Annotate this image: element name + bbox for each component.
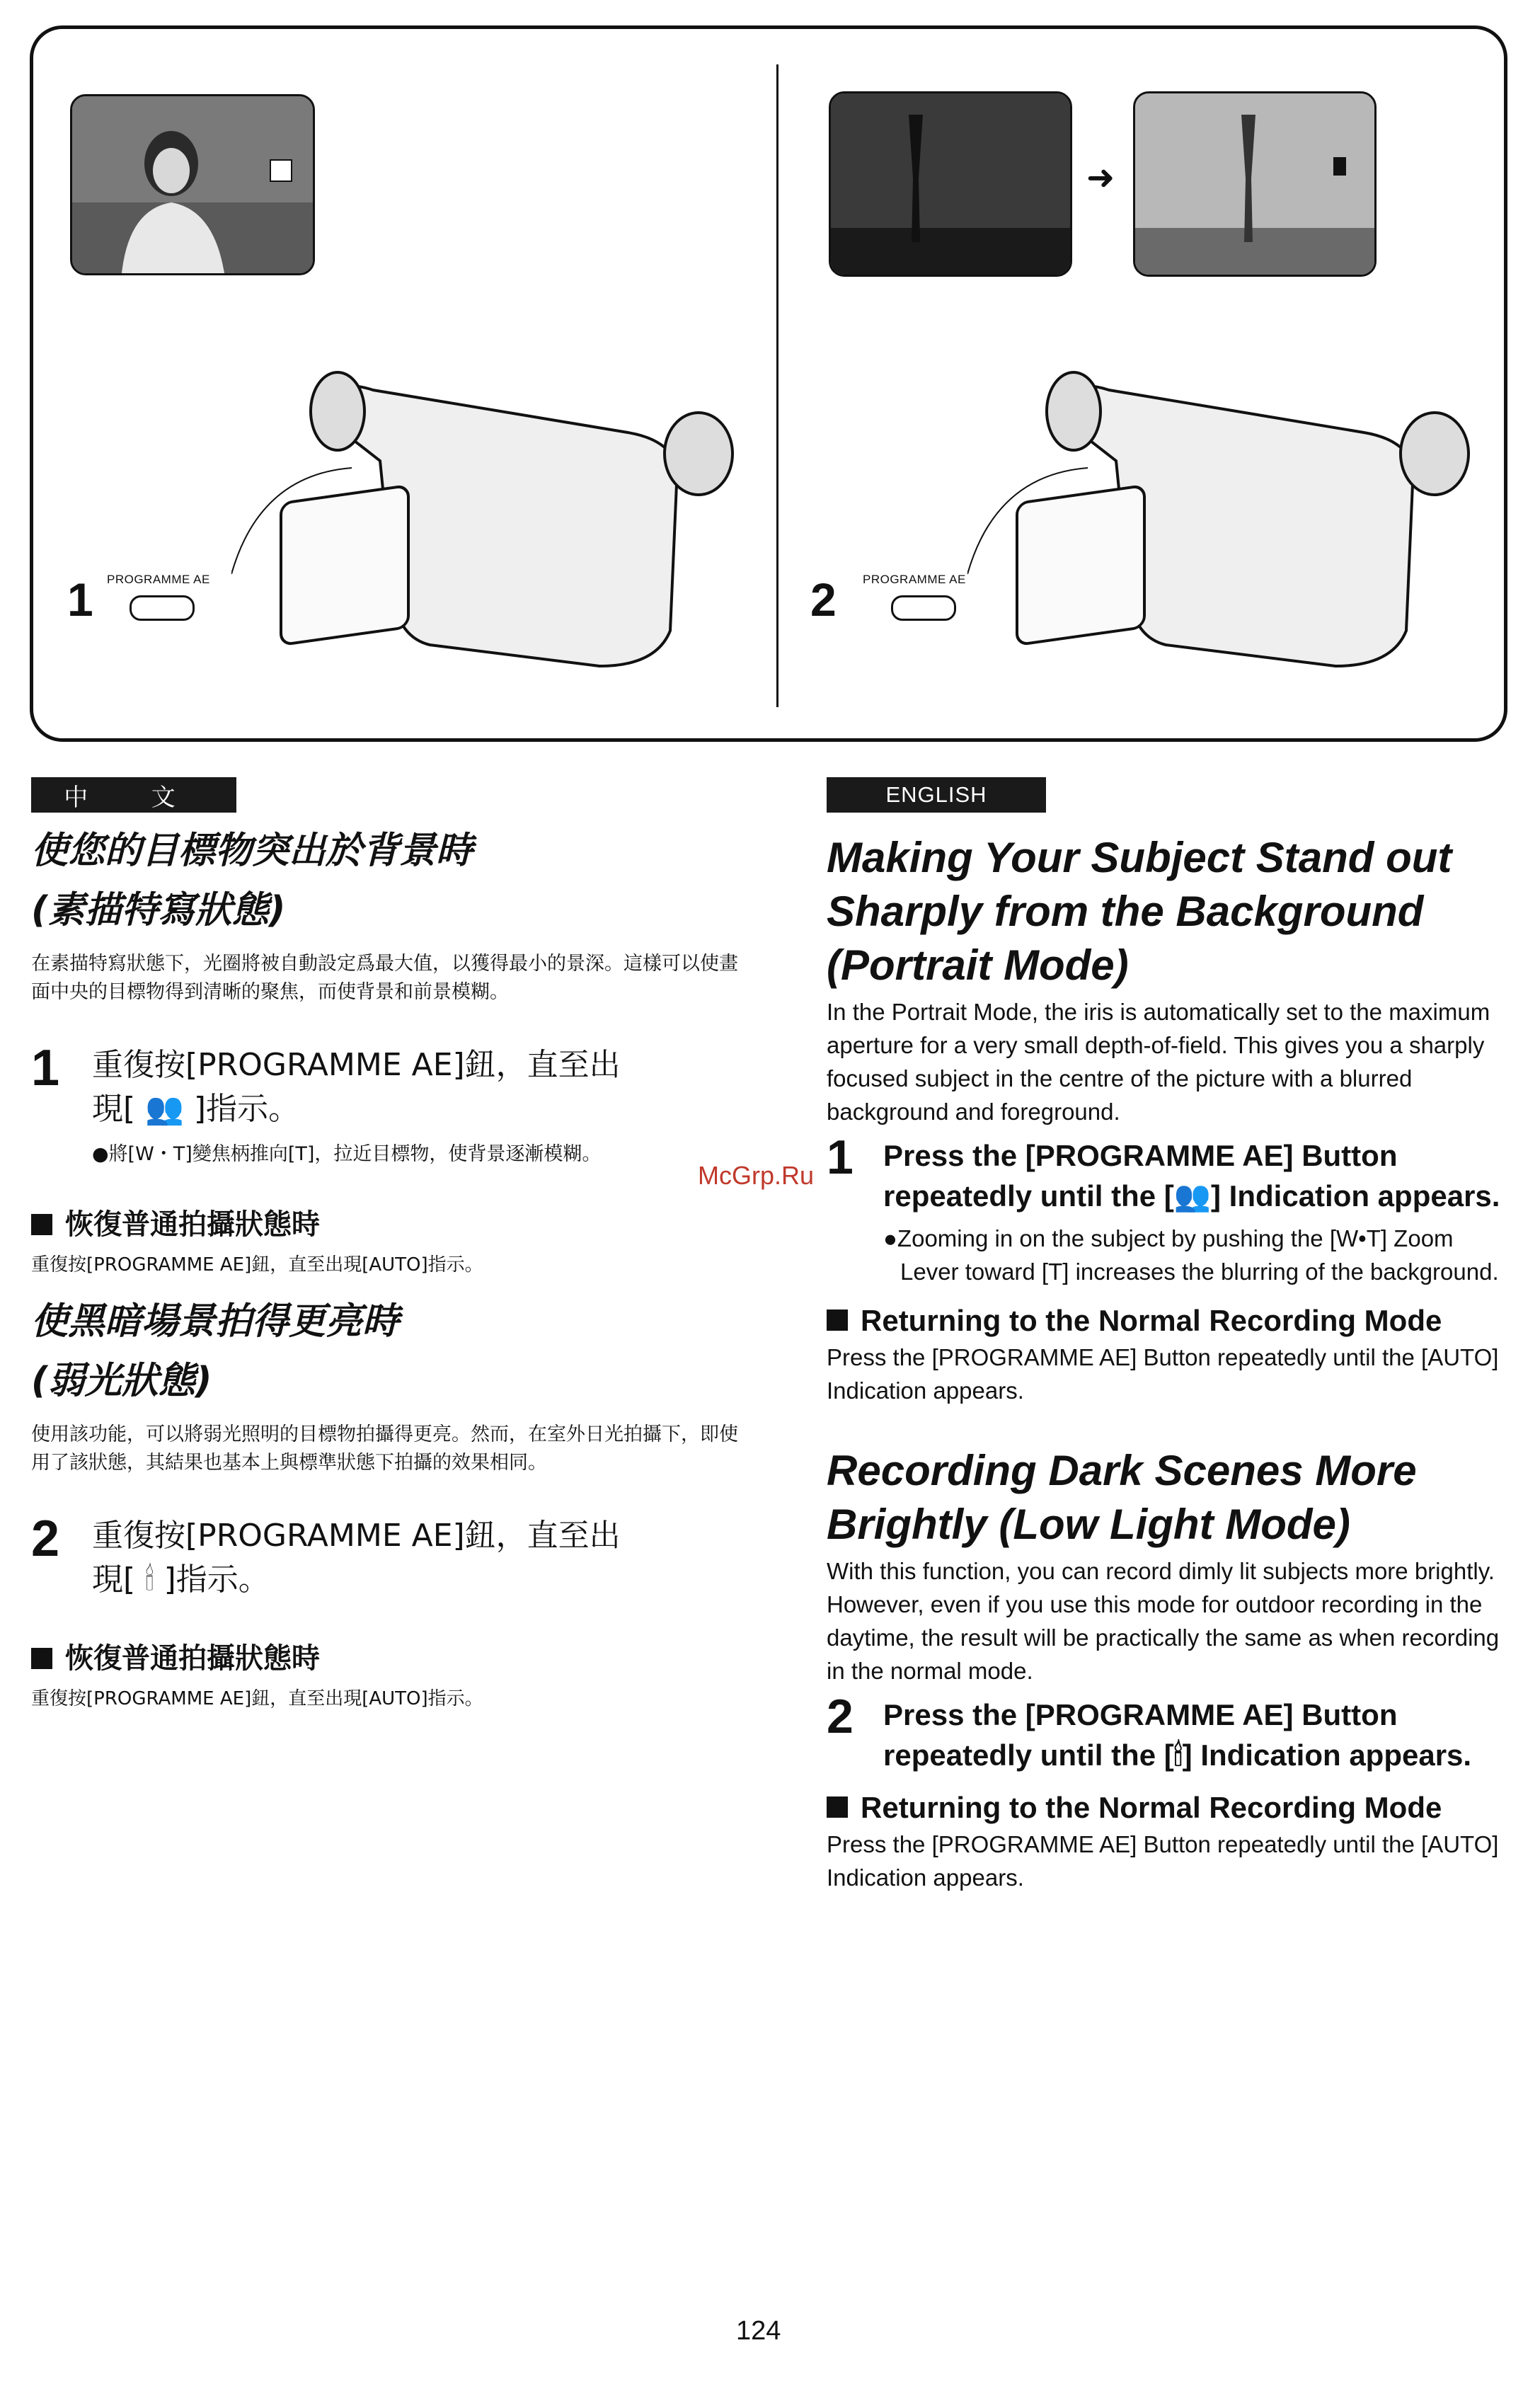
zh-section2-return-text: 重復按[PROGRAMME AE]鈕，直至出現[AUTO]指示。 xyxy=(31,1688,483,1709)
english-badge: ENGLISH xyxy=(827,777,1046,813)
en-return-heading-text-1: Returning to the Normal Recording Mode xyxy=(861,1304,1442,1337)
zh-step-2 xyxy=(31,1511,739,1602)
zh-section1-intro: 在素描特寫狀態下，光圈將被自動設定爲最大值，以獲得最小的景深。這樣可以使畫面中央的目標物得到清晰的聚焦，而使背景和前景模糊。 xyxy=(31,953,738,1003)
en-section2-title: Recording Dark Scenes More Brightly (Low Light Mode) xyxy=(827,1447,1417,1548)
en-step-1-bullet: ●Zooming in on the subject by pushing the [W•T] Zoom Lever toward [T] increases the blurring of the background. xyxy=(883,1225,1499,1285)
square-bullet-icon xyxy=(827,1310,848,1331)
en-step-1 xyxy=(827,1130,1506,1216)
english-column xyxy=(827,831,1506,1894)
en-section1-return-text: Press the [PROGRAMME AE] Button repeatedly until the [AUTO] Indication appears. xyxy=(827,1344,1499,1404)
illustration-step-1: 1 xyxy=(67,573,93,626)
en-step-2-text: Press the [PROGRAMME AE] Button repeatedly until the [🕯] Indication appears. xyxy=(883,1698,1472,1772)
zh-step-2-number: 2 xyxy=(31,1511,60,1567)
programme-ae-label-2: PROGRAMME AE xyxy=(863,573,966,586)
zh-step-1-text xyxy=(92,1043,739,1131)
zh-section1-title xyxy=(31,821,739,940)
zh-section1-return-heading xyxy=(31,1202,739,1242)
zh-return-heading-text-1: 恢復普通拍攝狀態時 xyxy=(65,1208,320,1241)
zh-section2-title-line1: 使黑暗場景拍得更亮時 xyxy=(31,1300,400,1343)
square-bullet-icon xyxy=(31,1648,52,1669)
en-return-heading-text-2: Returning to the Normal Recording Mode xyxy=(861,1791,1442,1824)
zh-section1-return-text: 重復按[PROGRAMME AE]鈕，直至出現[AUTO]指示。 xyxy=(31,1254,483,1276)
zh-step-1-bullet: ●將[W・T]變焦柄推向[T]，拉近目標物，使背景逐漸模糊。 xyxy=(92,1143,602,1165)
zh-step-2-line1: 重復按[PROGRAMME AE]鈕，直至出 xyxy=(92,1518,621,1554)
zh-section2-title xyxy=(31,1292,739,1411)
en-section1-return-heading xyxy=(827,1304,1506,1338)
programme-ae-button-2 xyxy=(891,595,956,621)
zh-step-2-text xyxy=(92,1514,739,1602)
zh-step-1 xyxy=(31,1040,739,1131)
zh-step-1-number: 1 xyxy=(31,1040,60,1096)
chinese-badge: 中 文 xyxy=(31,777,236,813)
en-step-2-number: 2 xyxy=(827,1690,854,1743)
square-bullet-icon xyxy=(31,1214,52,1235)
portrait-photo xyxy=(70,94,315,275)
watermark-text: McGrp.Ru xyxy=(698,1161,815,1190)
en-section2-return-text: Press the [PROGRAMME AE] Button repeatedly until the [AUTO] Indication appears. xyxy=(827,1831,1499,1891)
zh-section2-title-line2: (弱光狀態) xyxy=(31,1360,212,1402)
en-step-1-number: 1 xyxy=(827,1130,854,1184)
programme-ae-button-1 xyxy=(130,595,195,621)
square-bullet-icon xyxy=(827,1796,848,1818)
zh-step-1-line2: 現[ 👥 ]指示。 xyxy=(92,1091,300,1127)
zh-step-2-line2: 現[ 🕯 ]指示。 xyxy=(92,1561,270,1598)
en-step-1-text: Press the [PROGRAMME AE] Button repeatedly until the [👥] Indication appears. xyxy=(883,1139,1500,1213)
en-section2-intro: With this function, you can record dimly lit subjects more brightly. However, even if you use this mode for outdoor recording in the daytime, the result will be practically the same as when recording in the normal mode. xyxy=(827,1558,1500,1684)
zh-section2-return-heading xyxy=(31,1636,739,1676)
zh-section1-title-line1: 使您的目標物突出於背景時 xyxy=(31,830,473,872)
zh-section2-intro: 使用該功能，可以將弱光照明的目標物拍攝得更亮。然而，在室外日光拍攝下，即使用了該狀態，其結果也基本上與標準狀態下拍攝的效果相同。 xyxy=(31,1423,738,1474)
panel-divider xyxy=(776,64,778,707)
zh-step-1-line1: 重復按[PROGRAMME AE]鈕，直至出 xyxy=(92,1047,621,1083)
programme-ae-label-1: PROGRAMME AE xyxy=(107,573,210,586)
zh-return-heading-text-2: 恢復普通拍攝狀態時 xyxy=(65,1642,320,1675)
bright-scene-photo xyxy=(1133,91,1377,277)
en-section1-title: Making Your Subject Stand out Sharply from the Background (Portrait Mode) xyxy=(827,834,1452,989)
arrow-icon: ➜ xyxy=(1086,159,1115,197)
illustration-panel xyxy=(30,25,1507,742)
camcorder-drawing-2 xyxy=(967,362,1505,716)
page-number: 124 xyxy=(736,2316,781,2346)
dark-scene-photo xyxy=(829,91,1072,277)
illustration-step-2: 2 xyxy=(810,573,837,626)
camcorder-drawing-1 xyxy=(231,362,769,716)
en-section1-intro: In the Portrait Mode, the iris is automatically set to the maximum aperture for a very small depth-of-field. This gives you a sharply focused subject in the centre of the picture with a blurred background and foreground. xyxy=(827,999,1490,1125)
chinese-column xyxy=(31,821,739,1713)
en-step-2 xyxy=(827,1690,1506,1775)
zh-section1-title-line2: (素描特寫狀態) xyxy=(31,889,286,932)
en-section2-return-heading xyxy=(827,1791,1506,1825)
